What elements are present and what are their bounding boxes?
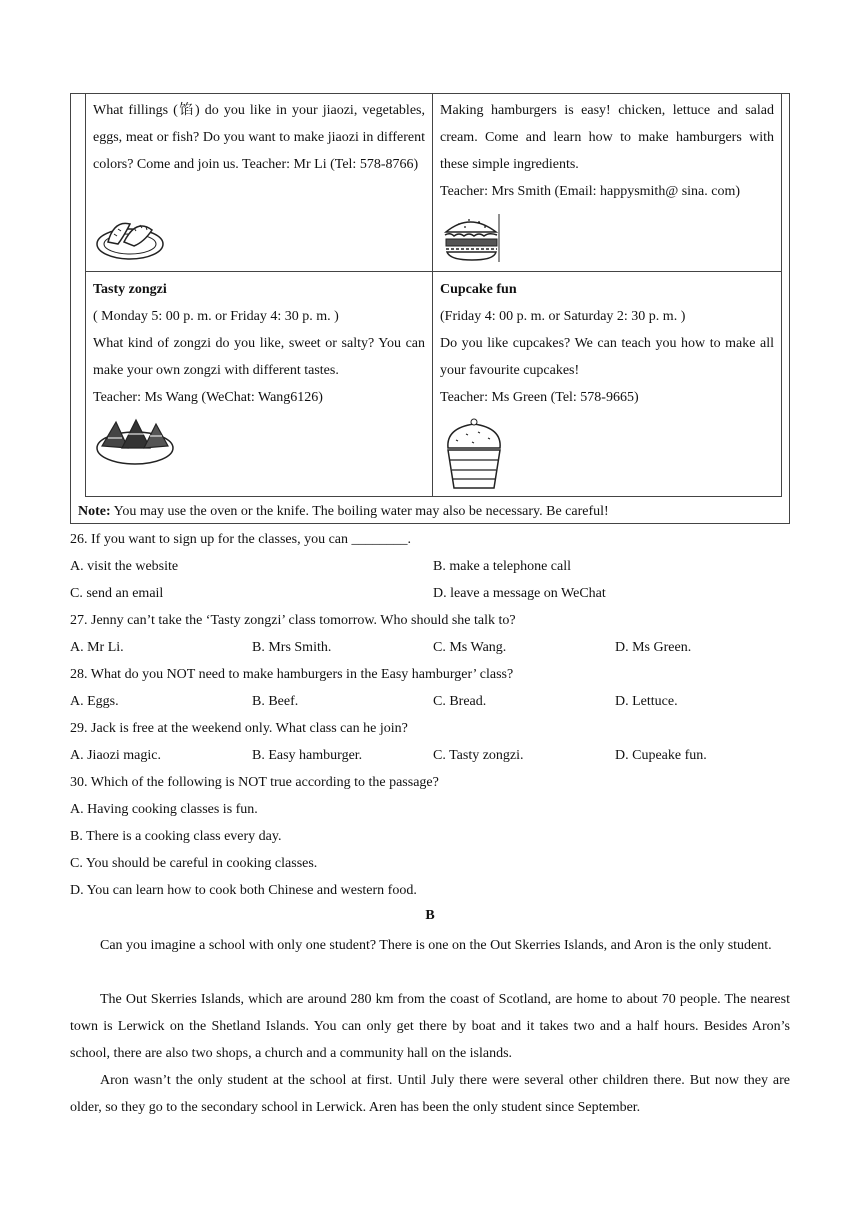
q26-option-a: A. visit the website [70, 559, 179, 574]
q27-option-b: B. Mrs Smith. [252, 640, 332, 655]
jiaozi-description: What fillings (馅) do you like in your jiaozi, vegetables, eggs, meat or fish? Do you want to make jiaozi in different colors? Come and join us. Teacher: Mr Li (Tel: 578-8766) [93, 103, 425, 172]
section-b-paragraph-3: Aron wasn’t the only student at the school at first. Until July there were several other children there. But now they are older, so they go to the secondary school in Lerwick. Aren has been the only student since September. [70, 1073, 790, 1115]
section-b-paragraph-1: Can you imagine a school with only one student? There is one on the Out Skerries Islands, and Aron is the only student. [100, 938, 772, 953]
hamburger-teacher: Teacher: Mrs Smith (Email: happysmith@ sina. com) [440, 184, 741, 199]
q30-option-b: B. There is a cooking class every day. [70, 829, 282, 844]
q30-option-a: A. Having cooking classes is fun. [70, 802, 258, 817]
hamburger-description: Making hamburgers is easy! chicken, lettuce and salad cream. Come and learn how to make hamburgers with these simple ingredients. [440, 103, 774, 172]
question-30: 30. Which of the following is NOT true according to the passage? [70, 775, 439, 790]
cupcake-icon [442, 418, 506, 490]
question-28: 28. What do you NOT need to make hamburgers in the Easy hamburger’ class? [70, 667, 514, 682]
zongzi-description: What kind of zongzi do you like, sweet or salty? You can make your own zongzi with different tastes. [93, 336, 425, 378]
hamburger-icon [442, 212, 502, 264]
q29-option-d: D. Cupeake fun. [615, 748, 707, 763]
cupcake-description: Do you like cupcakes? We can teach you how to make all your favourite cupcakes! [440, 336, 774, 378]
jiaozi-plate-icon [94, 212, 166, 262]
note-label: Note: [78, 504, 111, 519]
q27-option-c: C. Ms Wang. [433, 640, 507, 655]
q26-option-d: D. leave a message on WeChat [433, 586, 606, 601]
question-27: 27. Jenny can’t take the ‘Tasty zongzi’ class tomorrow. Who should she talk to? [70, 613, 516, 628]
question-29: 29. Jack is free at the weekend only. What class can he join? [70, 721, 408, 736]
q29-option-c: C. Tasty zongzi. [433, 748, 524, 763]
cupcake-teacher: Teacher: Ms Green (Tel: 578-9665) [440, 390, 639, 405]
section-b-heading: B [425, 908, 435, 923]
question-26: 26. If you want to sign up for the classes, you can ________. [70, 532, 411, 547]
q29-option-a: A. Jiaozi magic. [70, 748, 161, 763]
zongzi-teacher: Teacher: Ms Wang (WeChat: Wang6126) [93, 390, 323, 405]
cupcake-title: Cupcake fun [440, 282, 517, 297]
q28-option-d: D. Lettuce. [615, 694, 678, 709]
note-line [78, 500, 609, 524]
q30-option-c: C. You should be careful in cooking classes. [70, 856, 318, 871]
q28-option-c: C. Bread. [433, 694, 487, 709]
q27-option-d: D. Ms Green. [615, 640, 692, 655]
cupcake-time: (Friday 4: 00 p. m. or Saturday 2: 30 p. m. ) [440, 309, 686, 324]
q27-option-a: A. Mr Li. [70, 640, 124, 655]
q30-option-d: D. You can learn how to cook both Chinese and western food. [70, 883, 417, 898]
note-text: You may use the oven or the knife. The boiling water may also be necessary. Be careful! [110, 504, 609, 519]
zongzi-time: ( Monday 5: 00 p. m. or Friday 4: 30 p. m. ) [93, 309, 339, 324]
q28-option-a: A. Eggs. [70, 694, 119, 709]
q26-option-c: C. send an email [70, 586, 164, 601]
q28-option-b: B. Beef. [252, 694, 299, 709]
q26-option-b: B. make a telephone call [433, 559, 571, 574]
zongzi-title: Tasty zongzi [93, 282, 167, 297]
section-b-paragraph-2: The Out Skerries Islands, which are around 280 km from the coast of Scotland, are home to about 70 people. The nearest town is Lerwick on the Shetland Islands. You can only get there by boat and it takes two and a half hours. Besides Aron’s school, there are also two shops, a church and a community hall on the islands. [70, 992, 790, 1061]
zongzi-plate-icon [94, 418, 176, 468]
q29-option-b: B. Easy hamburger. [252, 748, 363, 763]
